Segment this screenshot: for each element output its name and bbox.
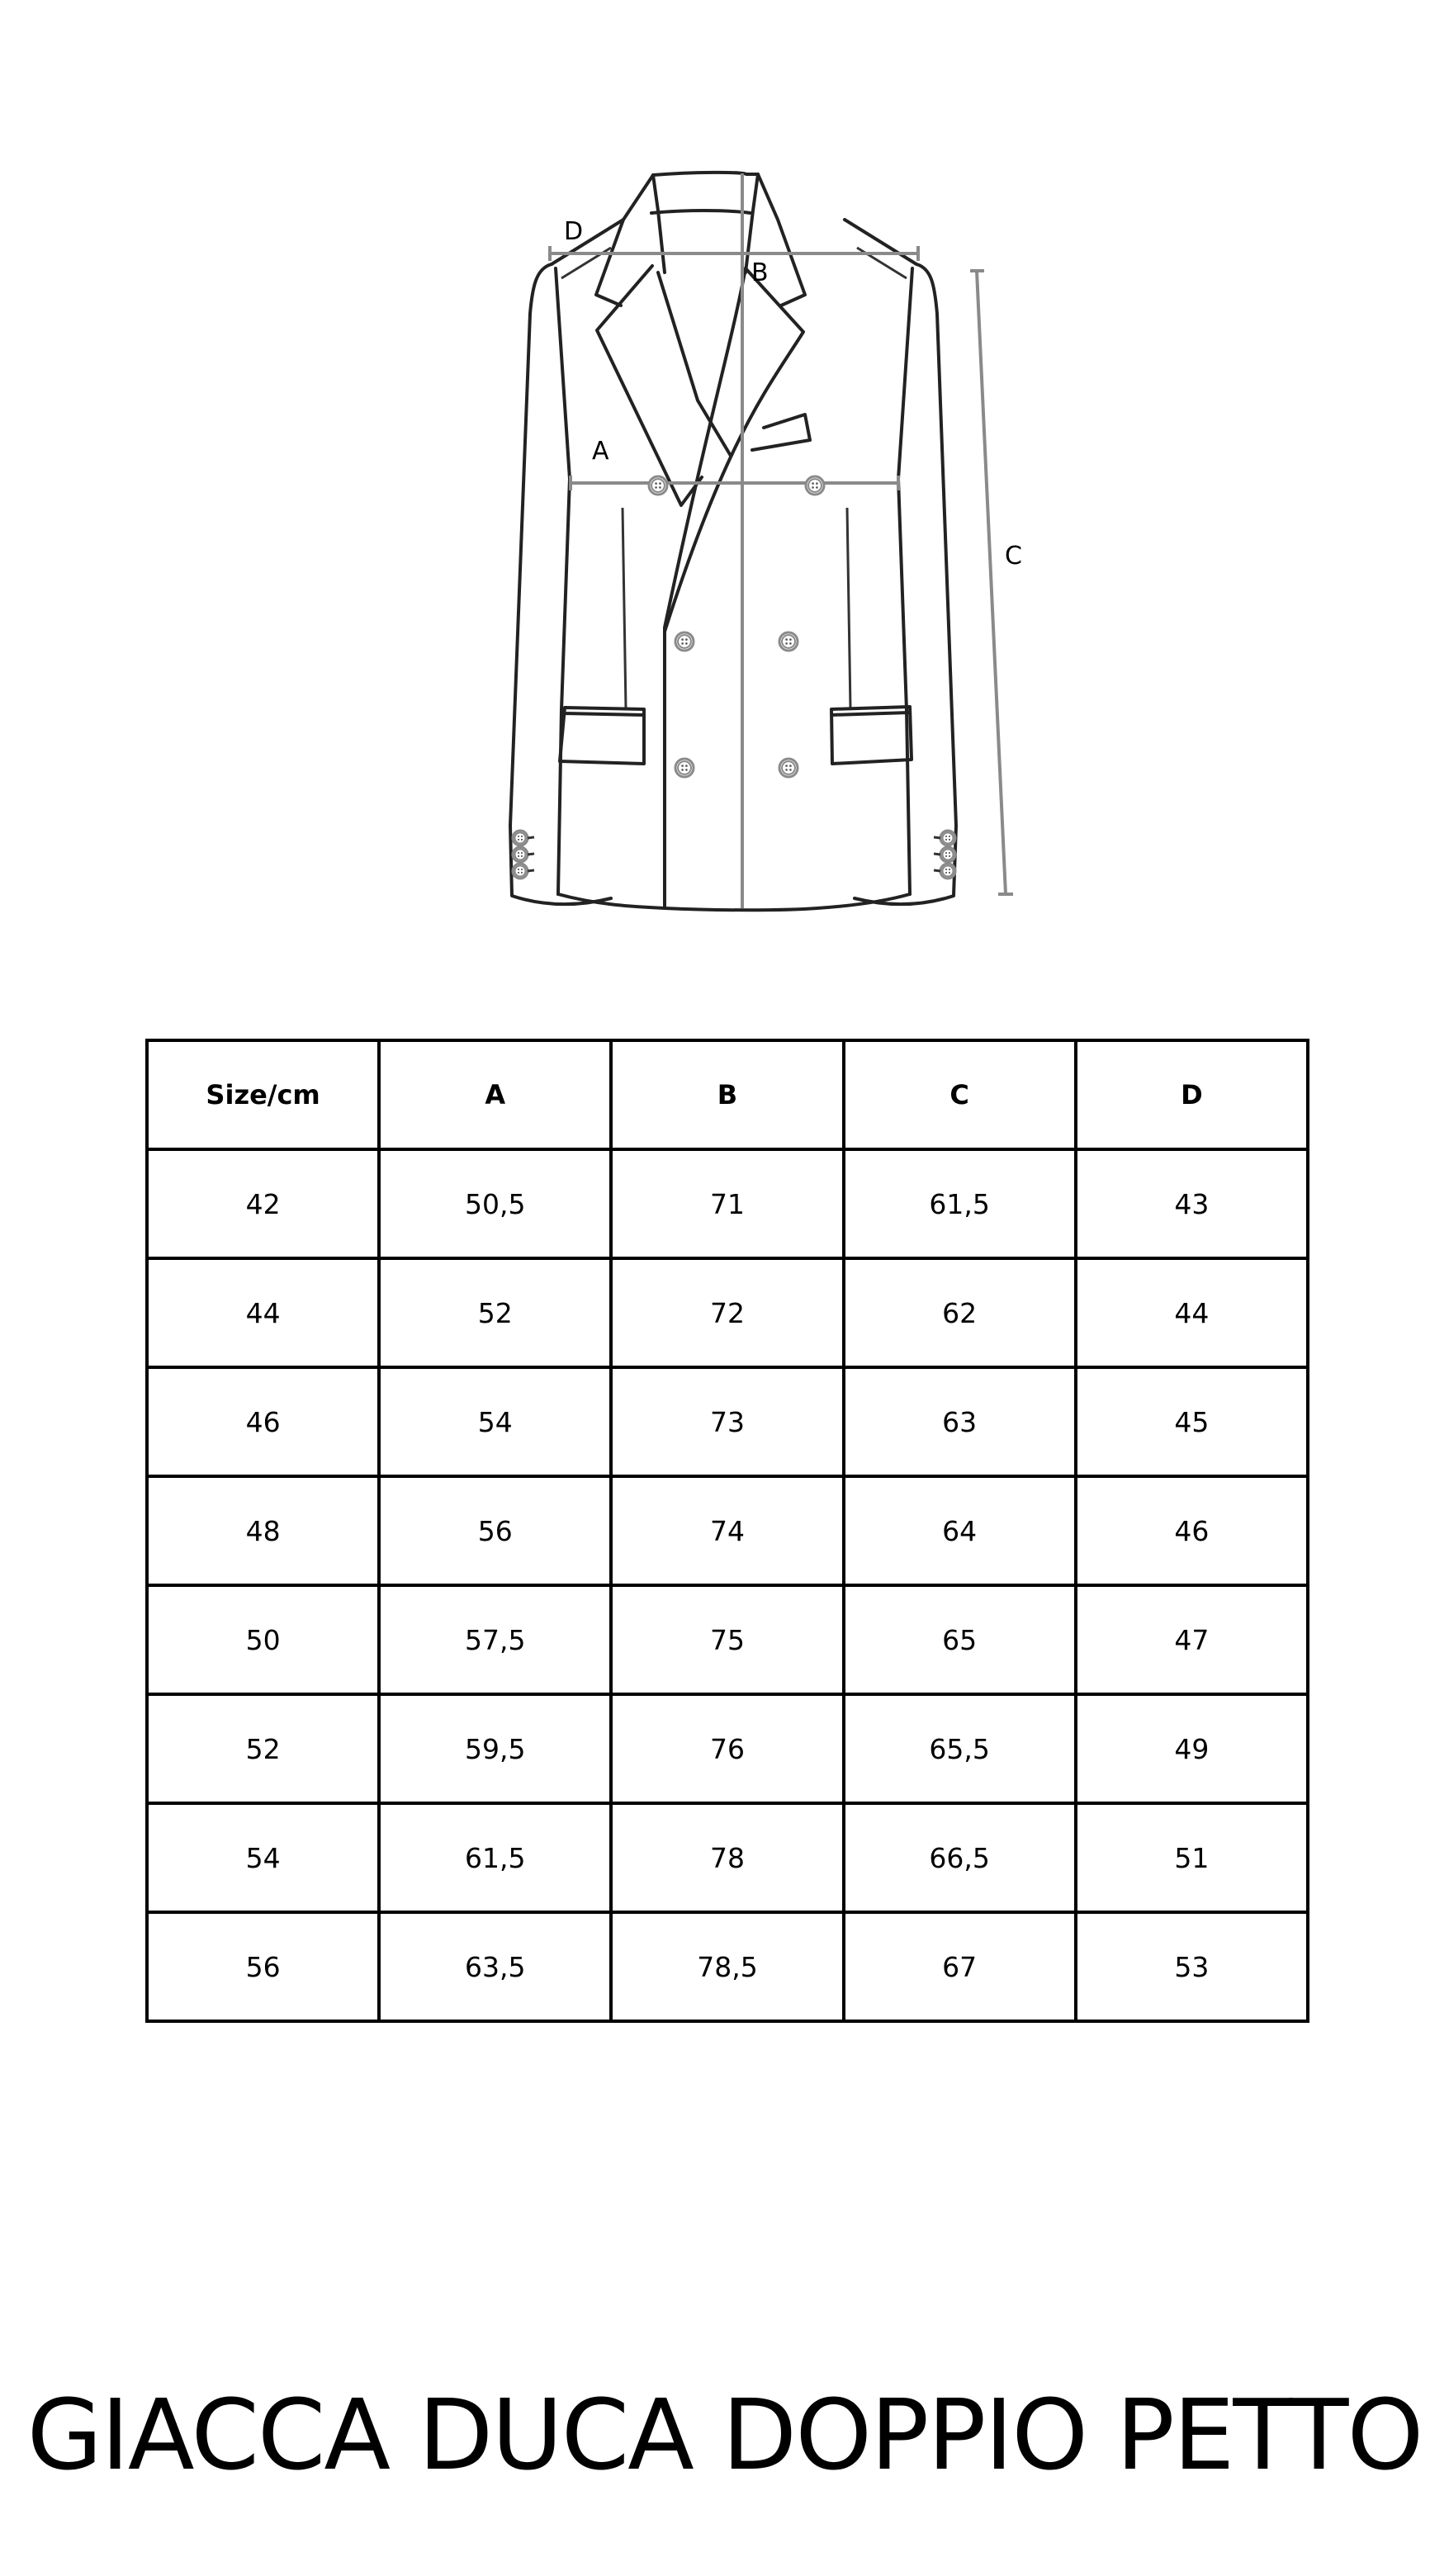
- cell-d: 47: [1076, 1585, 1308, 1694]
- cuff-button-thread: [528, 854, 534, 855]
- cell-d: 51: [1076, 1803, 1308, 1912]
- cell-a: 61,5: [379, 1803, 611, 1912]
- label-d: D: [564, 217, 584, 246]
- cell-b: 71: [611, 1149, 843, 1258]
- cell-size: 46: [147, 1367, 379, 1476]
- table-row: [147, 1258, 1308, 1367]
- header-a: A: [379, 1040, 611, 1149]
- cell-c: 66,5: [844, 1803, 1076, 1912]
- hem: [558, 894, 910, 910]
- right-front-edge: [665, 268, 746, 908]
- cell-b: 72: [611, 1258, 843, 1367]
- cell-a: 52: [379, 1258, 611, 1367]
- table-header-row: [147, 1040, 1308, 1149]
- cuff-button-icon: [513, 847, 528, 862]
- cell-d: 53: [1076, 1912, 1308, 2021]
- cell-c: 63: [844, 1367, 1076, 1476]
- measure-line-c: [970, 271, 1013, 894]
- size-chart-table: [145, 1039, 1309, 2023]
- cell-a: 56: [379, 1476, 611, 1585]
- measure-line-a: [571, 476, 898, 490]
- right-pocket-flap: [831, 707, 912, 764]
- button-icon: [675, 759, 694, 777]
- table-row: [147, 1585, 1308, 1694]
- cuff-button-icon: [940, 847, 955, 862]
- label-b: B: [751, 258, 769, 287]
- cell-size: 54: [147, 1803, 379, 1912]
- cell-a: 54: [379, 1367, 611, 1476]
- header-b: B: [611, 1040, 843, 1149]
- cell-c: 62: [844, 1258, 1076, 1367]
- cell-c: 65: [844, 1585, 1076, 1694]
- right-dart: [847, 508, 850, 708]
- left-pocket-flap: [560, 708, 644, 764]
- cell-d: 43: [1076, 1149, 1308, 1258]
- cuff-button-thread: [528, 837, 534, 838]
- cell-a: 57,5: [379, 1585, 611, 1694]
- cuff-button-thread: [528, 870, 534, 871]
- cuff-button-thread: [934, 837, 940, 838]
- cuff-button-thread: [934, 854, 940, 855]
- button-icon: [649, 476, 667, 495]
- left-shoulder: [552, 220, 623, 264]
- product-title: GIACCA DUCA DOPPIO PETTO: [26, 2378, 1423, 2492]
- table-row: [147, 1149, 1308, 1258]
- cell-c: 61,5: [844, 1149, 1076, 1258]
- button-icon: [779, 632, 798, 651]
- header-d: D: [1076, 1040, 1308, 1149]
- measure-line-d: [550, 246, 918, 261]
- collar-band: [651, 211, 751, 213]
- cell-c: 65,5: [844, 1694, 1076, 1803]
- cell-b: 74: [611, 1476, 843, 1585]
- table-row: [147, 1694, 1308, 1803]
- jacket-diagram: [0, 0, 1449, 974]
- right-shoulder: [845, 220, 916, 264]
- cell-size: 44: [147, 1258, 379, 1367]
- cell-size: 48: [147, 1476, 379, 1585]
- cell-c: 67: [844, 1912, 1076, 2021]
- cell-a: 50,5: [379, 1149, 611, 1258]
- cell-b: 76: [611, 1694, 843, 1803]
- button-icon: [779, 759, 798, 777]
- label-a: A: [592, 437, 609, 466]
- header-c: C: [844, 1040, 1076, 1149]
- cell-b: 75: [611, 1585, 843, 1694]
- header-size: Size/cm: [147, 1040, 379, 1149]
- cell-b: 78,5: [611, 1912, 843, 2021]
- cell-size: 42: [147, 1149, 379, 1258]
- cell-a: 63,5: [379, 1912, 611, 2021]
- right-body-side: [898, 268, 912, 894]
- cell-a: 59,5: [379, 1694, 611, 1803]
- cell-b: 73: [611, 1367, 843, 1476]
- label-c: C: [1005, 542, 1022, 571]
- cuff-button-icon: [940, 864, 955, 878]
- table-row: [147, 1912, 1308, 2021]
- cuff-button-thread: [934, 870, 940, 871]
- table-row: [147, 1803, 1308, 1912]
- left-dart: [623, 508, 626, 708]
- left-collar-outer: [596, 175, 653, 305]
- cell-d: 49: [1076, 1694, 1308, 1803]
- left-neckline: [658, 272, 731, 456]
- cell-size: 50: [147, 1585, 379, 1694]
- button-icon: [806, 476, 824, 495]
- cuff-button-icon: [513, 864, 528, 878]
- table-row: [147, 1476, 1308, 1585]
- breast-pocket: [752, 414, 810, 450]
- cell-d: 45: [1076, 1367, 1308, 1476]
- cell-d: 44: [1076, 1258, 1308, 1367]
- cuff-button-icon: [940, 831, 955, 845]
- left-body-side: [556, 268, 570, 894]
- cell-size: 52: [147, 1694, 379, 1803]
- cell-c: 64: [844, 1476, 1076, 1585]
- cell-d: 46: [1076, 1476, 1308, 1585]
- cell-size: 56: [147, 1912, 379, 2021]
- cell-b: 78: [611, 1803, 843, 1912]
- cuff-button-icon: [513, 831, 528, 845]
- table-row: [147, 1367, 1308, 1476]
- button-icon: [675, 632, 694, 651]
